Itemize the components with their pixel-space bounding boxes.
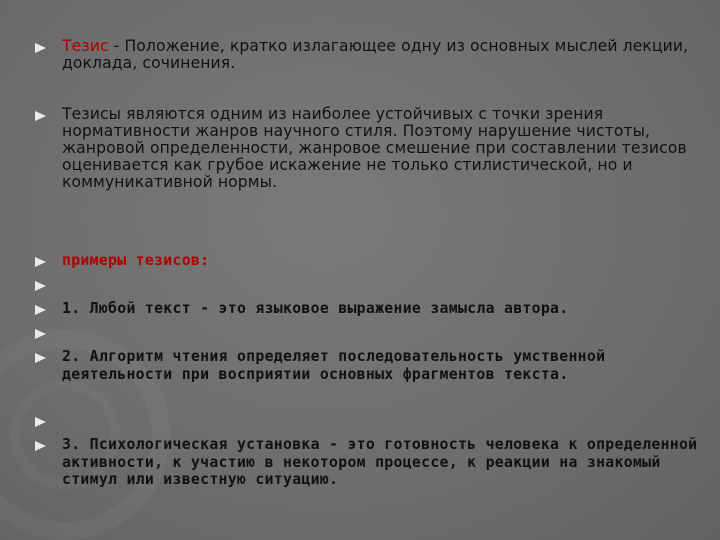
thesis-definition-text: - Положение, кратко излагающее одну из основных мыслей лекции, доклада, сочинения. [62, 37, 689, 72]
triangle-bullet-icon [35, 281, 46, 291]
thesis-description: Тезисы являются одним из наиболее устойчивых с точки зрения нормативности жанров научного стиля. Поэтому нарушение чистоты, жанровой определенности, жанровое смешение при составлении тезисов оценивается как грубое искажение не только стилистической, но и коммуникативной нормы. [62, 105, 687, 191]
triangle-bullet-icon [35, 417, 46, 427]
thesis-definition [62, 38, 702, 72]
examples-heading: примеры тезисов: [62, 252, 210, 269]
example-3: 3. Психологическая установка - это готовность человека к определенной активности, к участию в некотором процессе, к реакции на знакомый стимул или известную ситуацию. [62, 436, 698, 488]
triangle-bullet-icon [35, 305, 46, 315]
example-2: 2. Алгоритм чтения определяет последовательность умственной деятельности при восприятии основных фрагментов текста. [62, 348, 606, 383]
thesis-term: Тезис [62, 37, 109, 55]
triangle-bullet-icon [35, 257, 46, 267]
triangle-bullet-icon [35, 329, 46, 339]
triangle-bullet-icon [35, 43, 46, 53]
triangle-bullet-icon [35, 441, 46, 451]
triangle-bullet-icon [35, 353, 46, 363]
example-1: 1. Любой текст - это языковое выражение замысла автора. [62, 300, 569, 317]
triangle-bullet-icon [35, 111, 46, 121]
